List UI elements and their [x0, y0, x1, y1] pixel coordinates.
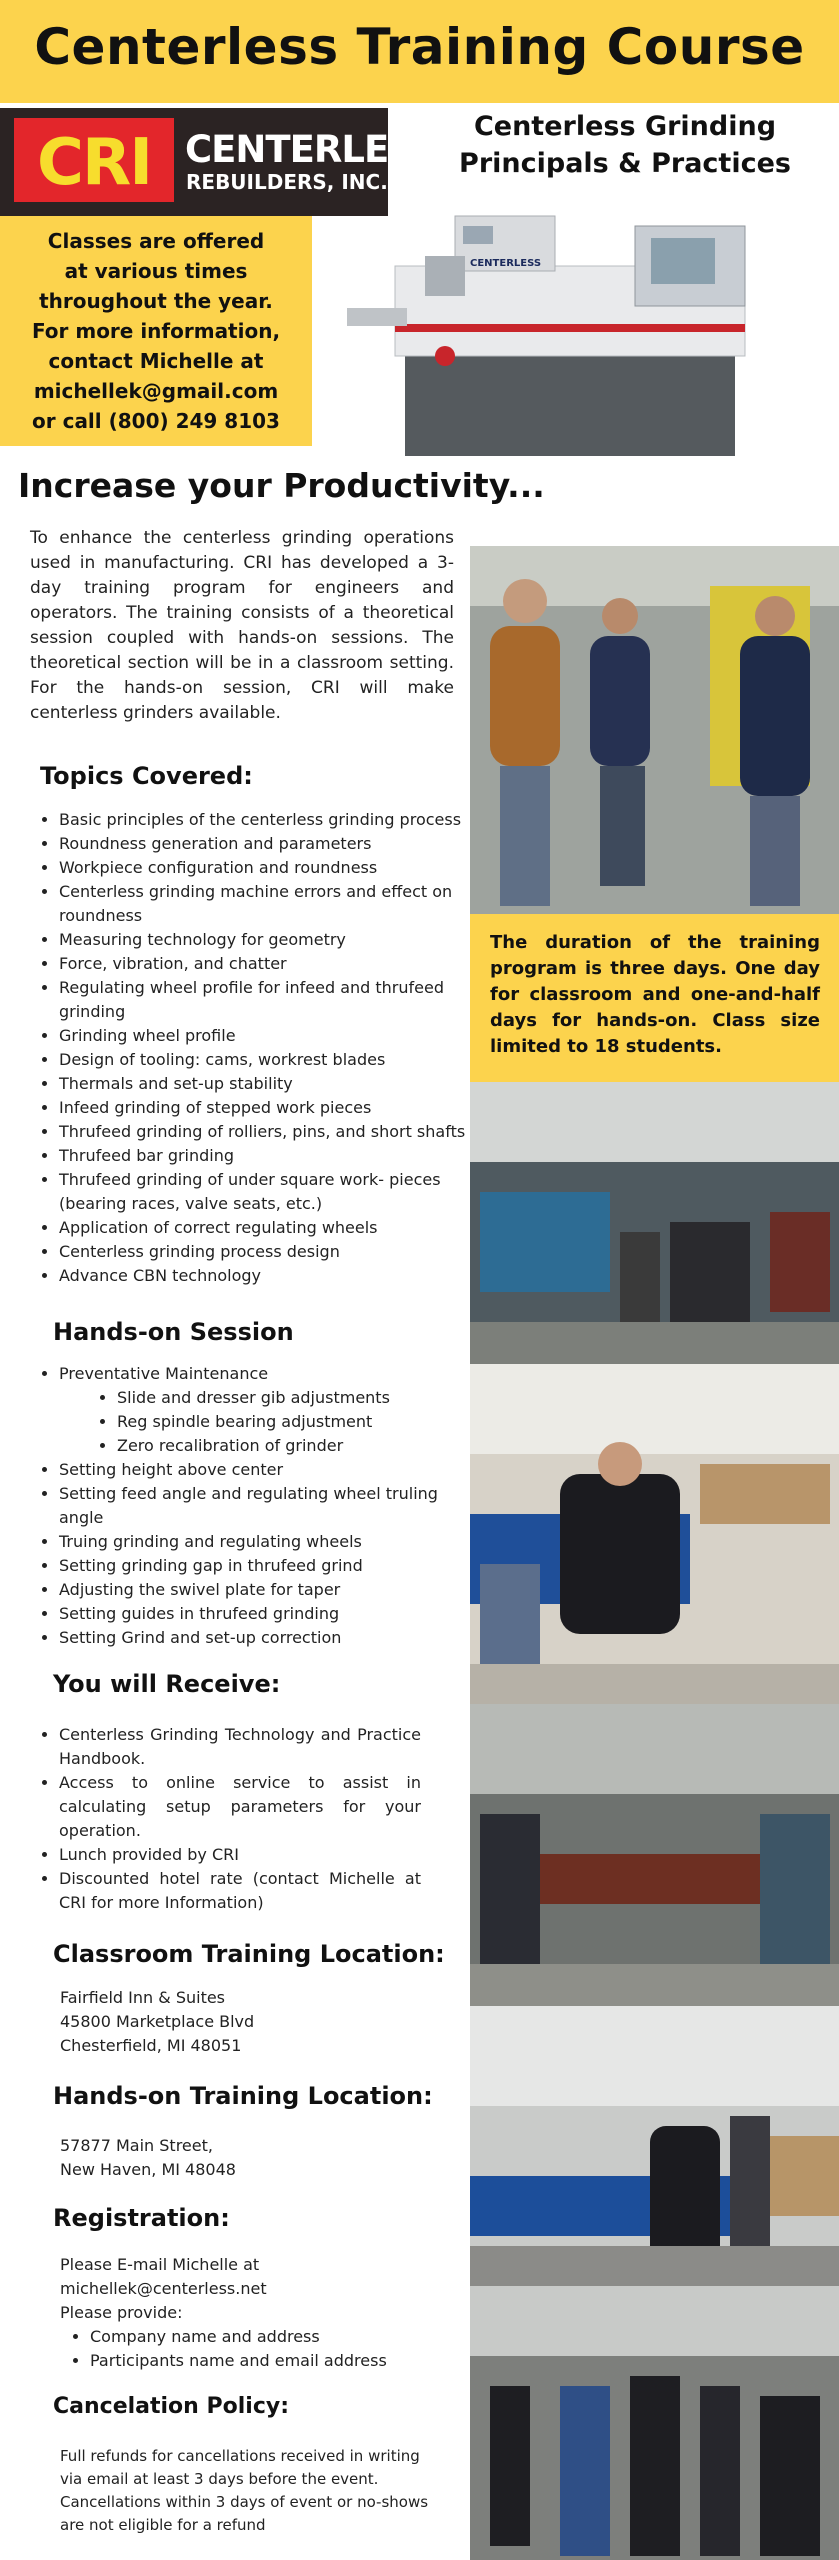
info-line: throughout the year.	[39, 289, 273, 313]
registration-heading: Registration:	[53, 2204, 230, 2232]
list-item: • Basic principles of the centerless grinding process	[59, 808, 487, 832]
logo-name-line2: REBUILDERS, INC.	[186, 170, 388, 194]
policy-line: Cancellations within 3 days of event or no-shows	[60, 2493, 429, 2511]
grinding-machine-image	[335, 196, 815, 466]
address-line: Fairfield Inn & Suites	[60, 1988, 226, 2007]
list-item: • Design of tooling: cams, workrest blades	[59, 1048, 487, 1072]
page-title: Centerless Training Course	[34, 18, 805, 76]
registration-text	[60, 2253, 267, 2325]
training-photo-6	[470, 2286, 839, 2560]
handson-location-heading: Hands-on Training Location:	[53, 2082, 433, 2110]
policy-line: are not eligible for a refund	[60, 2516, 266, 2534]
info-line: For more information,	[31, 319, 281, 343]
list-item: • Setting grinding gap in thrufeed grind	[59, 1554, 469, 1578]
list-item: • Slide and dresser gib adjustments	[117, 1386, 469, 1410]
training-photo-3	[470, 1364, 839, 1704]
list-item: • Setting Grind and set-up correction	[59, 1626, 469, 1650]
policy-line: Full refunds for cancellations received in writing	[60, 2447, 420, 2465]
registration-line: Please E-mail Michelle at	[60, 2255, 260, 2274]
info-line: contact Michelle at	[48, 349, 264, 373]
list-item: • Grinding wheel profile	[59, 1024, 487, 1048]
list-item: • Participants name and email address	[90, 2349, 470, 2373]
list-item: • Roundness generation and parameters	[59, 832, 487, 856]
list-item: • Infeed grinding of stepped work pieces	[59, 1096, 487, 1120]
list-item: • Lunch provided by CRI	[59, 1843, 421, 1867]
handson-address	[60, 2134, 236, 2182]
duration-box	[470, 914, 839, 1082]
training-photo-4	[470, 1704, 839, 2006]
list-item: • Centerless grinding machine errors and effect on roundness	[59, 880, 487, 928]
training-photo-1	[470, 546, 839, 914]
training-photo-2	[470, 1082, 839, 1364]
address-line: New Haven, MI 48048	[60, 2160, 236, 2179]
list-item: • Thrufeed bar grinding	[59, 1144, 487, 1168]
list-item: • Reg spindle bearing adjustment	[117, 1410, 469, 1434]
list-item: • Application of correct regulating wheels	[59, 1216, 487, 1240]
topics-list	[31, 808, 487, 1288]
subtitle-line1: Centerless Grinding	[473, 111, 777, 142]
registration-list	[62, 2325, 470, 2373]
list-item: • Centerless grinding process design	[59, 1240, 487, 1264]
list-item: • Zero recalibration of grinder	[117, 1434, 469, 1458]
cri-logo-mark: CRI	[14, 118, 174, 202]
cancelation-heading: Cancelation Policy:	[53, 2394, 289, 2419]
list-item: • Setting height above center	[59, 1458, 469, 1482]
productivity-headline: Increase your Productivity...	[18, 466, 545, 505]
list-item: • Regulating wheel profile for infeed and thrufeed grinding	[59, 976, 487, 1024]
title-banner	[0, 0, 839, 103]
info-box	[0, 216, 312, 446]
list-item: • Setting feed angle and regulating wheel truling angle	[59, 1482, 469, 1530]
policy-line: via email at least 3 days before the event.	[60, 2470, 379, 2488]
info-line: at various times	[64, 259, 248, 283]
list-item: • Advance CBN technology	[59, 1264, 487, 1288]
hands-on-list	[31, 1362, 469, 1650]
registration-email: michellek@centerless.net	[60, 2279, 267, 2298]
duration-text: The duration of the training program is three days. One day for classroom and one-and-half days for hands-on. Class size limited to 18 students.	[490, 932, 820, 1057]
cri-logo	[0, 108, 438, 216]
registration-line: Please provide:	[60, 2303, 183, 2322]
subtitle-line2: Principals & Practices	[459, 148, 791, 179]
topics-heading: Topics Covered:	[40, 762, 253, 790]
address-line: 57877 Main Street,	[60, 2136, 213, 2155]
address-line: Chesterfield, MI 48051	[60, 2036, 242, 2055]
machine-badge: CENTERLESS	[470, 258, 542, 269]
address-line: 45800 Marketplace Blvd	[60, 2012, 255, 2031]
list-item: • Access to online service to assist in calculating setup parameters for your operation.	[59, 1771, 421, 1843]
maintenance-sublist	[59, 1386, 469, 1458]
list-item: • Discounted hotel rate (contact Michelle at CRI for more Information)	[59, 1867, 421, 1915]
list-item: • Preventative Maintenance	[59, 1362, 469, 1386]
list-item: • Measuring technology for geometry	[59, 928, 487, 952]
info-line: Classes are offered	[47, 229, 265, 253]
list-item: • Company name and address	[90, 2325, 470, 2349]
course-subtitle	[430, 108, 820, 182]
list-item: • Thrufeed grinding of under square work- pieces (bearing races, valve seats, etc.)	[59, 1168, 487, 1216]
hands-on-heading: Hands-on Session	[53, 1318, 294, 1346]
receive-list	[31, 1723, 421, 1915]
info-phone: or call (800) 249 8103	[32, 409, 280, 433]
intro-paragraph: To enhance the centerless grinding operations used in manufacturing. CRI has developed a 3-day training program for engineers and operators. The training consists of a theoretical session coupled with hands-on sessions. The theoretical section will be in a classroom setting. For the hands-on session, CRI will make centerless grinders available.	[30, 528, 454, 723]
list-item: • Force, vibration, and chatter	[59, 952, 487, 976]
cancelation-text	[60, 2445, 428, 2537]
receive-heading: You will Receive:	[53, 1670, 281, 1698]
classroom-location-heading: Classroom Training Location:	[53, 1940, 445, 1968]
list-item: • Setting guides in thrufeed grinding	[59, 1602, 469, 1626]
list-item: • Thrufeed grinding of rolliers, pins, and short shafts	[59, 1120, 487, 1144]
list-item: • Adjusting the swivel plate for taper	[59, 1578, 469, 1602]
list-item: • Truing grinding and regulating wheels	[59, 1530, 469, 1554]
list-item: • Workpiece configuration and roundness	[59, 856, 487, 880]
training-photo-5	[470, 2006, 839, 2286]
classroom-address	[60, 1986, 254, 2058]
logo-name-line1: CENTERLESS	[185, 128, 438, 171]
info-email: michellek@gmail.com	[33, 379, 279, 403]
list-item: • Centerless Grinding Technology and Practice Handbook.	[59, 1723, 421, 1771]
list-item: • Thermals and set-up stability	[59, 1072, 487, 1096]
